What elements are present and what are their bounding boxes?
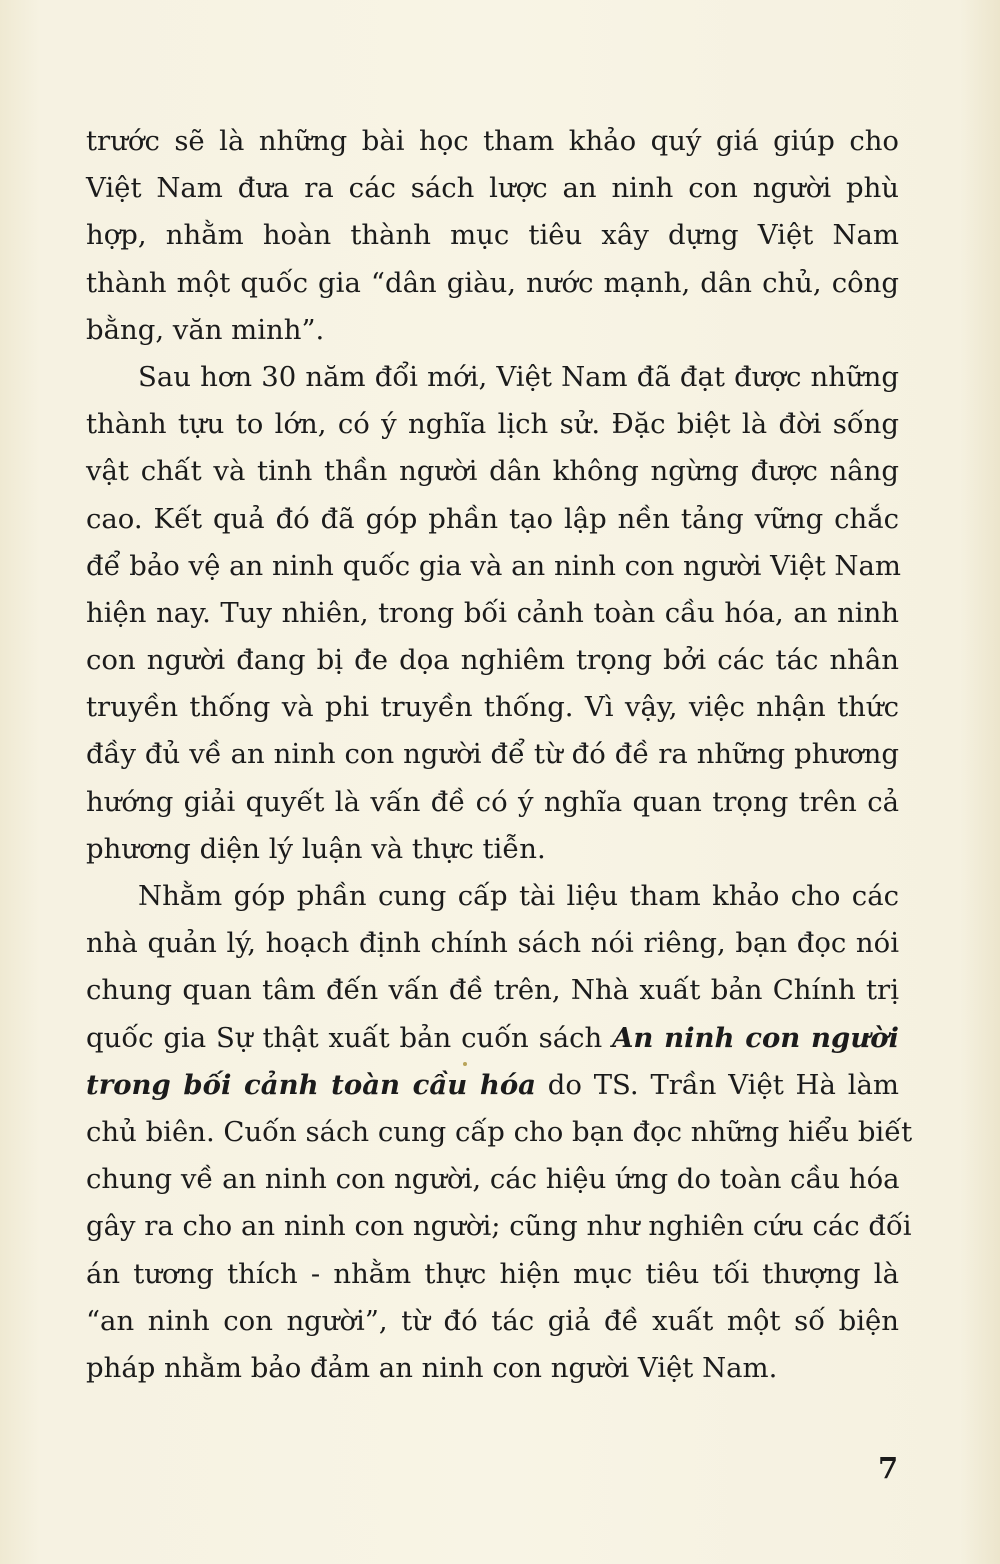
text-line: hiện nay. Tuy nhiên, trong bối cảnh toàn cầu hóa, an ninh <box>86 596 899 629</box>
text-line: “an ninh con người”, từ đó tác giả đề xuất một số biện <box>86 1304 899 1337</box>
text-line: con người đang bị đe dọa nghiêm trọng bởi các tác nhân <box>86 644 899 677</box>
text-line: chung về an ninh con người, các hiệu ứng do toàn cầu hóa <box>86 1163 900 1196</box>
text-line: đầy đủ về an ninh con người để từ đó đề ra những phương <box>86 738 899 771</box>
text-line: chủ biên. Cuốn sách cung cấp cho bạn đọc những hiểu biết <box>86 1115 913 1148</box>
text-line: thành một quốc gia “dân giàu, nước mạnh, dân chủ, công <box>86 266 899 299</box>
text-line: Nhằm góp phần cung cấp tài liệu tham khảo cho các <box>138 880 899 912</box>
text-line: pháp nhằm bảo đảm an ninh con người Việt Nam. <box>86 1351 778 1384</box>
text-line: để bảo vệ an ninh quốc gia và an ninh con người Việt Nam <box>86 549 901 582</box>
text-run: do TS. Trần Việt Hà làm <box>535 1068 899 1101</box>
book-title-emphasis: An ninh con người <box>612 1021 899 1054</box>
text-line: hợp, nhằm hoàn thành mục tiêu xây dựng Việt Nam <box>86 219 899 252</box>
text-line: cao. Kết quả đó đã góp phần tạo lập nền tảng vững chắc <box>86 502 899 535</box>
text-line: Sau hơn 30 năm đổi mới, Việt Nam đã đạt được những <box>138 360 899 393</box>
text-line: trước sẽ là những bài học tham khảo quý giá giúp cho <box>86 125 899 157</box>
text-run: quốc gia Sự thật xuất bản cuốn sách <box>86 1021 613 1054</box>
text-line: bằng, văn minh”. <box>86 313 325 346</box>
book-title-emphasis: trong bối cảnh toàn cầu hóa <box>86 1068 536 1101</box>
body-text <box>86 118 913 1392</box>
text-line: gây ra cho an ninh con người; cũng như nghiên cứu các đối <box>86 1210 912 1243</box>
text-line <box>86 1062 899 1109</box>
text-line: Việt Nam đưa ra các sách lược an ninh con người phù <box>86 172 899 205</box>
text-line: nhà quản lý, hoạch định chính sách nói riêng, bạn đọc nói <box>86 927 899 960</box>
text-line <box>86 1015 899 1062</box>
text-line: truyền thống và phi truyền thống. Vì vậy, việc nhận thức <box>86 691 899 724</box>
text-line: vật chất và tinh thần người dân không ngừng được nâng <box>86 455 899 488</box>
paper-speck <box>463 1062 467 1066</box>
text-line: hướng giải quyết là vấn đề có ý nghĩa quan trọng trên cả <box>86 785 899 818</box>
text-line: phương diện lý luận và thực tiễn. <box>86 832 546 865</box>
text-line: thành tựu to lớn, có ý nghĩa lịch sử. Đặc biệt là đời sống <box>86 408 899 441</box>
text-line: án tương thích - nhằm thực hiện mục tiêu tối thượng là <box>86 1257 899 1290</box>
text-line: chung quan tâm đến vấn đề trên, Nhà xuất bản Chính trị <box>86 974 899 1007</box>
page-number: 7 <box>878 1451 899 1485</box>
